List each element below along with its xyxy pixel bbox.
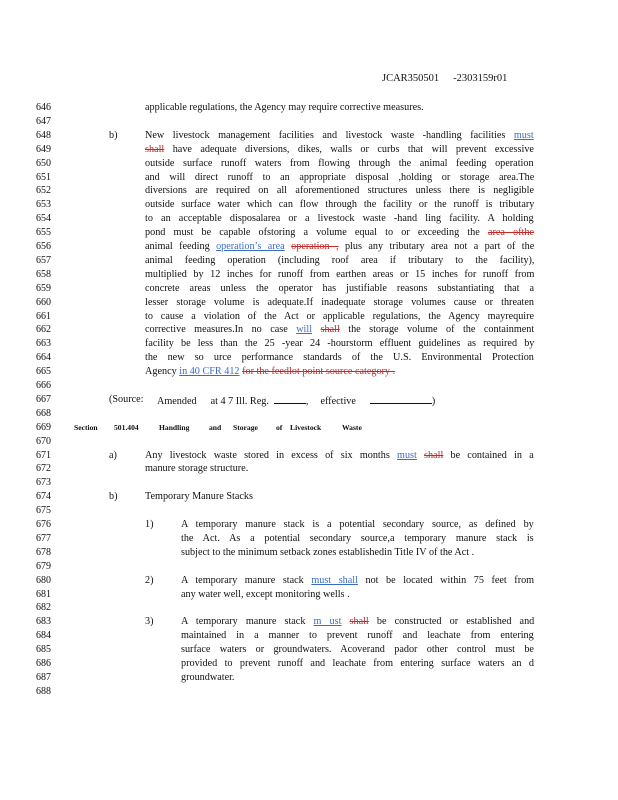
line-text: [145, 212, 534, 226]
deleted-text: for the feedlot point source category .: [242, 366, 396, 378]
inserted-text: m ust: [313, 616, 342, 628]
document-line: [0, 129, 618, 143]
page-header: [382, 73, 507, 84]
register-page-blank: [274, 393, 306, 404]
line-number: 672: [36, 463, 51, 475]
line-number: 666: [36, 380, 51, 391]
text-run: [417, 450, 424, 461]
deleted-text: operation ,: [291, 241, 339, 252]
line-number: 687: [36, 671, 51, 683]
line-number: 651: [36, 171, 51, 183]
line-number: 646: [36, 102, 51, 113]
line-text: [145, 254, 534, 268]
document-line: [0, 601, 618, 615]
line-text: [181, 657, 534, 671]
document-line: [0, 365, 618, 379]
list-marker: a): [109, 449, 117, 461]
text-run: Any livestock waste stored in excess of six months: [145, 449, 398, 461]
document-line: [0, 101, 618, 115]
text-run: outside surface water which can flow through the facility or the runoff is tributary: [145, 199, 535, 211]
line-number: 662: [36, 324, 51, 336]
text-run: plus any tributary area not a part of the: [338, 241, 535, 252]
line-number: 654: [36, 213, 51, 225]
text-run: Agency: [145, 366, 180, 378]
line-text: [145, 240, 534, 254]
document-line: [0, 685, 618, 699]
line-number: 657: [36, 254, 51, 266]
inserted-text: in 40 CFR 412: [179, 366, 240, 378]
source-note: Amended at 4 7 Ill. Reg. , effective ): [157, 393, 435, 409]
document-line: [0, 671, 618, 685]
document-line: [0, 518, 618, 532]
document-line: [0, 184, 618, 198]
document-line: [0, 282, 618, 296]
line-number: 665: [36, 366, 51, 378]
line-text: [181, 532, 534, 546]
deleted-text: shall: [349, 616, 369, 628]
line-text: [145, 184, 534, 198]
inserted-text: will: [296, 324, 313, 336]
line-text: [181, 629, 534, 643]
line-text: [145, 449, 534, 463]
text-run: multiplied by 12 inches for runoff from earthen areas or 15 inches for runoff from: [145, 268, 535, 280]
inserted-text: must: [397, 449, 417, 461]
document-line: [0, 504, 618, 518]
line-text: [145, 323, 534, 337]
text-run: Temporary Manure Stacks: [145, 491, 253, 503]
text-run: to an acceptable disposalarea or a livestock waste -hand ling facility. A holding: [145, 213, 534, 225]
deleted-text: area ofthe: [487, 227, 534, 239]
line-number: 686: [36, 658, 51, 669]
section-heading-w2: and: [209, 422, 222, 432]
text-run: manure storage structure.: [145, 463, 249, 475]
document-line: [0, 379, 618, 393]
line-number: 650: [36, 157, 51, 169]
effective-date-blank: [370, 393, 432, 404]
line-number: 677: [36, 532, 51, 544]
line-number: 647: [36, 115, 51, 127]
document-line: [0, 157, 618, 171]
line-text: [181, 643, 534, 657]
line-text: [181, 518, 534, 532]
document-line: [0, 532, 618, 546]
document-line: [0, 462, 618, 476]
line-number: 649: [36, 143, 51, 155]
document-line: [0, 629, 618, 643]
document-line: [0, 490, 618, 504]
document-line: [0, 254, 618, 268]
text-run: the Act. As a potential secondary source,a temporary manure stack is: [181, 532, 534, 544]
line-number: 683: [36, 616, 51, 628]
line-text: [181, 671, 234, 685]
text-run: animal feeding: [145, 241, 217, 252]
document-line: [0, 143, 618, 157]
doc-id: JCAR350501: [382, 73, 440, 84]
text-run: outside surface runoff waters from flowing through the animal feeding operation: [145, 157, 534, 169]
document-line: [0, 198, 618, 212]
line-text: [145, 351, 534, 365]
text-run: any water well, except monitoring wells .: [181, 588, 350, 600]
list-marker: b): [109, 491, 118, 503]
text-run: [341, 616, 349, 627]
document-line: [0, 296, 618, 310]
line-text: [145, 490, 253, 504]
document-line: [0, 323, 618, 337]
line-number: 674: [36, 491, 51, 503]
section-heading-w4: of: [276, 422, 283, 432]
line-number: 661: [36, 310, 51, 322]
text-run: not be located within 75 feet from: [357, 574, 535, 586]
text-run: pond must be capable ofstoring a volume equal to or exceeding the: [145, 227, 488, 239]
line-number: 648: [36, 129, 51, 141]
doc-revision: -2303159r01: [453, 73, 508, 84]
line-number: 684: [36, 630, 51, 642]
line-number: 664: [36, 352, 51, 364]
section-heading-label: Section: [74, 422, 98, 432]
document-line: [0, 615, 618, 629]
line-number: 671: [36, 449, 51, 461]
line-number: 669: [36, 421, 51, 433]
document-line: [0, 476, 618, 490]
line-text: [145, 365, 395, 379]
line-text: [145, 198, 534, 212]
line-number: 675: [36, 505, 51, 517]
line-text: [145, 143, 534, 157]
line-number: 681: [36, 588, 51, 600]
line-text: [181, 574, 534, 588]
text-run: have adequate diversions, dikes, walls or curbs that will prevent excessive: [164, 143, 534, 155]
line-number: 685: [36, 644, 51, 656]
text-run: [312, 324, 320, 335]
line-number: 656: [36, 241, 51, 252]
source-effective: effective: [320, 395, 356, 407]
document-line: [0, 657, 618, 671]
text-run: be constructed or established and: [368, 616, 535, 628]
line-text: [181, 546, 474, 560]
document-line: [0, 435, 618, 449]
document-line: [0, 115, 618, 129]
list-marker: 1): [145, 519, 154, 530]
document-line: [0, 449, 618, 463]
text-run: maintained in a manner to prevent runoff and leachate from entering: [181, 630, 534, 642]
line-number: 688: [36, 685, 51, 697]
line-number: 663: [36, 338, 51, 350]
text-run: the new so urce performance standards of the U.S. Environmental Protection: [145, 352, 534, 364]
document-line: [0, 337, 618, 351]
line-number: 659: [36, 282, 51, 294]
line-text: [145, 337, 534, 351]
section-heading-w6: Waste: [342, 422, 362, 432]
line-text: [145, 282, 534, 296]
document-line: [0, 351, 618, 365]
line-number: 679: [36, 560, 51, 572]
document-line: [0, 240, 618, 254]
inserted-text: must: [513, 129, 534, 141]
text-run: subject to the minimum setback zones establishedin Title IV of the Act .: [181, 546, 475, 558]
line-number: 673: [36, 477, 51, 489]
document-line: [0, 226, 618, 240]
document-line: [0, 393, 618, 407]
line-number: 667: [36, 393, 51, 405]
line-number: 668: [36, 407, 51, 419]
inserted-text: operation’s area: [216, 241, 285, 252]
deleted-text: shall: [145, 143, 165, 155]
text-run: groundwater.: [181, 671, 235, 683]
section-heading-w3: Storage: [233, 422, 258, 432]
text-run: and will direct runoff to an appropriate disposal ,holding or storage area.The: [145, 171, 535, 183]
line-number: 660: [36, 296, 51, 308]
line-number: 653: [36, 199, 51, 211]
section-heading-w1: Handling: [159, 422, 190, 432]
text-run: the storage volume of the containment: [339, 324, 535, 336]
document-line: [0, 588, 618, 602]
document-line: [0, 212, 618, 226]
line-number: 676: [36, 519, 51, 530]
line-number: 670: [36, 435, 51, 447]
line-text: [145, 462, 248, 476]
text-run: be contained in a: [443, 449, 534, 461]
document-line: [0, 560, 618, 574]
inserted-text: must shall: [311, 574, 358, 586]
line-number: 678: [36, 546, 51, 558]
text-run: applicable regulations, the Agency may require corrective measures.: [145, 102, 424, 113]
document-line: [0, 574, 618, 588]
deleted-text: shall: [424, 449, 444, 461]
text-run: animal feeding operation (including roof area if tributary to the facility),: [145, 254, 535, 266]
line-text: [145, 129, 534, 143]
text-run: provided to prevent runoff and leachate from entering surface waters an d: [181, 658, 534, 669]
source-close: ): [431, 395, 436, 407]
line-number: 680: [36, 574, 51, 586]
line-text: [145, 101, 424, 115]
list-marker: b): [109, 129, 118, 141]
line-number: 652: [36, 185, 51, 197]
text-run: A temporary manure stack: [181, 616, 314, 628]
source-register: at 4 7 Ill. Reg.: [210, 395, 269, 407]
line-text: [181, 615, 534, 629]
line-text: [181, 588, 350, 602]
list-marker: 2): [145, 574, 154, 586]
text-run: to cause a violation of the Act or applicable regulations, the Agency mayrequire: [145, 310, 535, 322]
text-run: A temporary manure stack: [181, 574, 312, 586]
list-marker: 3): [145, 616, 154, 628]
line-text: [145, 171, 534, 185]
text-run: surface waters or groundwaters. Acoverand pador other control must be: [181, 644, 534, 656]
document-line: [0, 643, 618, 657]
line-text: [145, 268, 534, 282]
source-amended: Amended: [157, 395, 197, 407]
document-line: [0, 310, 618, 324]
line-number: 655: [36, 227, 51, 239]
line-number: 658: [36, 268, 51, 280]
line-text: [145, 226, 534, 240]
document-line: [0, 421, 618, 435]
text-run: lesser storage volume is adequate.If inadequate storage volumes cause or threaten: [145, 296, 534, 308]
text-run: diversions are required on all aforementioned structures unless there is negligible: [145, 185, 534, 197]
section-heading-w5: Livestock: [290, 422, 322, 432]
document-line: [0, 171, 618, 185]
text-run: A temporary manure stack is a potential secondary source, as defined by: [181, 519, 534, 530]
line-text: [145, 310, 534, 324]
text-run: facility be less than the 25 -year 24 -hourstorm effluent guidelines as required by: [145, 338, 535, 350]
list-marker: (Source:: [109, 393, 144, 405]
deleted-text: shall: [320, 324, 340, 336]
line-number: 682: [36, 602, 51, 614]
document-line: [0, 546, 618, 560]
text-run: New livestock management facilities and livestock waste -handling facilities: [145, 129, 514, 141]
text-run: concrete areas unless the operator has justifiable reasons substantiating that a: [145, 282, 535, 294]
text-run: corrective measures.In no case: [145, 324, 297, 336]
section-heading-number: 501.404: [114, 422, 139, 432]
document-line: [0, 407, 618, 421]
line-text: [145, 296, 534, 310]
document-line: [0, 268, 618, 282]
line-text: [145, 157, 534, 171]
